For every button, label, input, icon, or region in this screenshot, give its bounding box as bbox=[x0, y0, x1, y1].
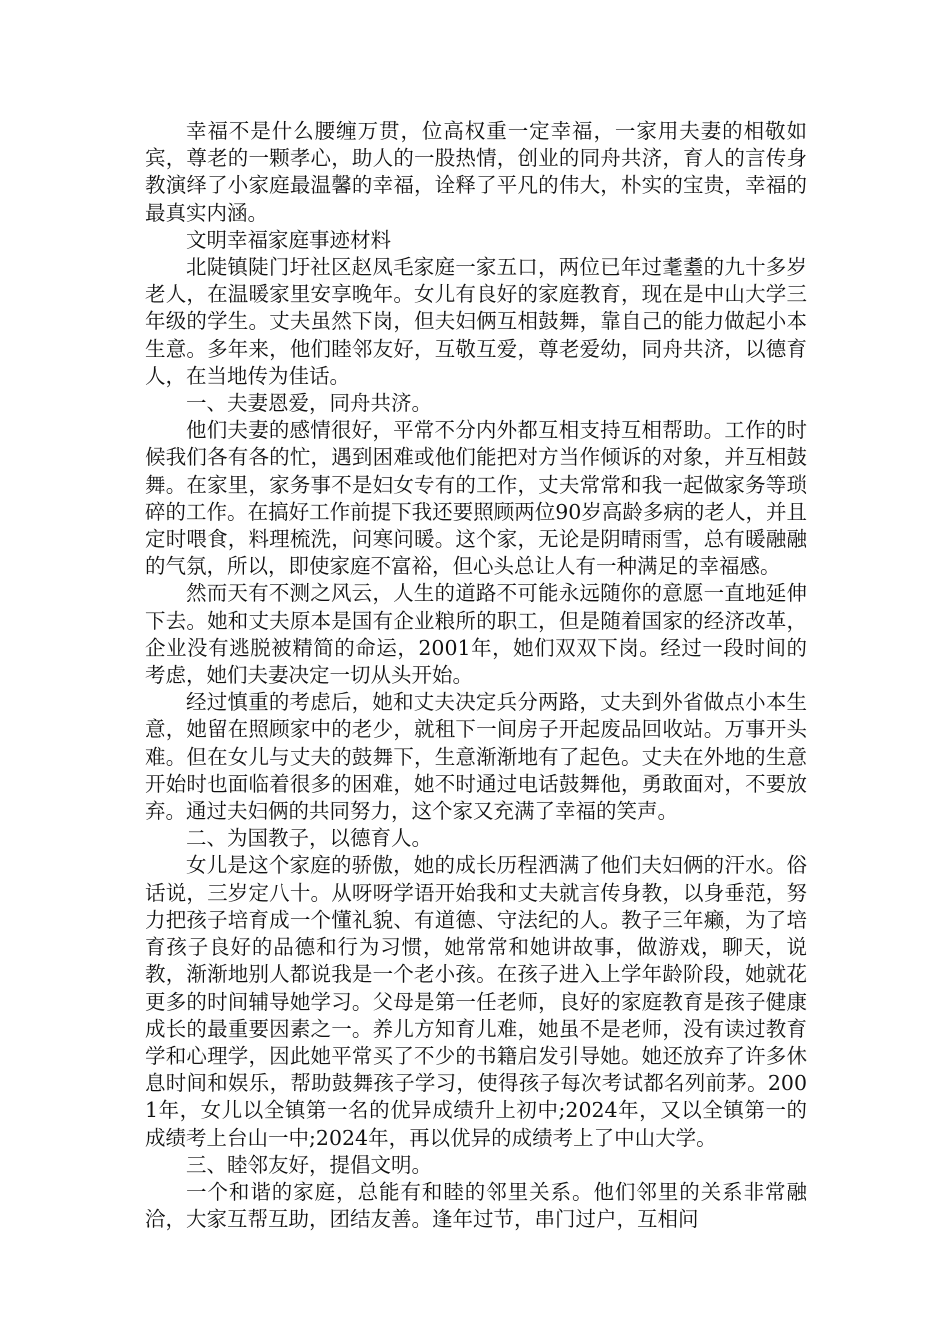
paragraph-family-overview: 北陡镇陡门圩社区赵凤毛家庭一家五口，两位已年过耄耋的九十多岁老人，在温暖家里安享晚年。女儿有良好的家庭教育，现在是中山大学三年级的学生。丈夫虽然下岗，但夫妇俩互相鼓舞，靠自己的能力做起小本生意。多年来，他们睦邻友好，互敬互爱，尊老爱幼，同舟共济，以德育人，在当地传为佳话。 bbox=[145, 255, 807, 388]
paragraph-section1-b: 然而天有不测之风云，人生的道路不可能永远随你的意愿一直地延伸下去。她和丈夫原本是国有企业粮所的职工，但是随着国家的经济改革，企业没有逃脱被精简的命运，2001年，她们双双下岗。经过一段时间的考虑，她们夫妻决定一切从头开始。 bbox=[145, 581, 807, 688]
section-heading-2: 二、为国教子，以德育人。 bbox=[186, 826, 432, 851]
paragraph-intro: 幸福不是什么腰缠万贯，位高权重一定幸福，一家用夫妻的相敬如宾，尊老的一颗孝心，助人的一股热情，创业的同舟共济，育人的言传身教演绎了小家庭最温馨的幸福，诠释了平凡的伟大，朴实的宝贵，幸福的最真实内涵。 bbox=[145, 119, 807, 225]
paragraph-section2: 女儿是这个家庭的骄傲，她的成长历程洒满了他们夫妇俩的汗水。俗话说，三岁定八十。从呀呀学语开始我和丈夫就言传身教，以身垂范，努力把孩子培育成一个懂礼貌、有道德、守法纪的人。教子三年癞，为了培育孩子良好的品德和行为习惯，她常常和她讲故事，做游戏，聊天，说教，渐渐地别人都说我是一个老小孩。在孩子进入上学年龄阶段，她就花更多的时间辅导她学习。父母是第一任老师，良好的家庭教育是孩子健康成长的最重要因素之一。养儿方知育儿难，她虽不是老师，没有读过教育学和心理学，因此她平常买了不少的书籍启发引导她。她还放弃了许多休息时间和娱乐，帮助鼓舞孩子学习，使得孩子每次考试都名列前茅。2001年，女儿以全镇第一名的优异成绩升上初中;2024年，又以全镇第一的成绩考上台山一中;2024年，再以优异的成绩考上了中山大学。 bbox=[145, 853, 807, 1150]
paragraph-section1-a: 他们夫妻的感情很好，平常不分内外都互相支持互相帮助。工作的时候我们各有各的忙，遇到困难或他们能把对方当作倾诉的对象，并互相鼓舞。在家里，家务事不是妇女专有的工作，丈夫常常和我一起做家务等琐碎的工作。在搞好工作前提下我还要照顾两位90岁高龄多病的老人，并且定时喂食，料理梳洗，问寒问暖。这个家，无论是阴晴雨雪，总有暖融融的气氛，所以，即使家庭不富裕，但心头总让人有一种满足的幸福感。 bbox=[145, 418, 807, 579]
section-heading-1: 一、夫妻恩爱，同舟共济。 bbox=[186, 391, 432, 416]
paragraph-section3: 一个和谐的家庭，总能有和睦的邻里关系。他们邻里的关系非常融洽，大家互帮互助，团结友善。逢年过节，串门过户，互相问 bbox=[145, 1179, 807, 1232]
document-page bbox=[145, 118, 807, 1233]
document-title: 文明幸福家庭事迹材料 bbox=[186, 227, 391, 252]
section-heading-3: 三、睦邻友好，提倡文明。 bbox=[186, 1152, 432, 1177]
paragraph-section1-c: 经过慎重的考虑后，她和丈夫决定兵分两路，丈夫到外省做点小本生意，她留在照顾家中的老少，就租下一间房子开起废品回收站。万事开头难。但在女儿与丈夫的鼓舞下，生意渐渐地有了起色。丈夫在外地的生意开始时也面临着很多的困难，她不时通过电话鼓舞他，勇敢面对，不要放弃。通过夫妇俩的共同努力，这个家又充满了幸福的笑声。 bbox=[145, 690, 807, 824]
